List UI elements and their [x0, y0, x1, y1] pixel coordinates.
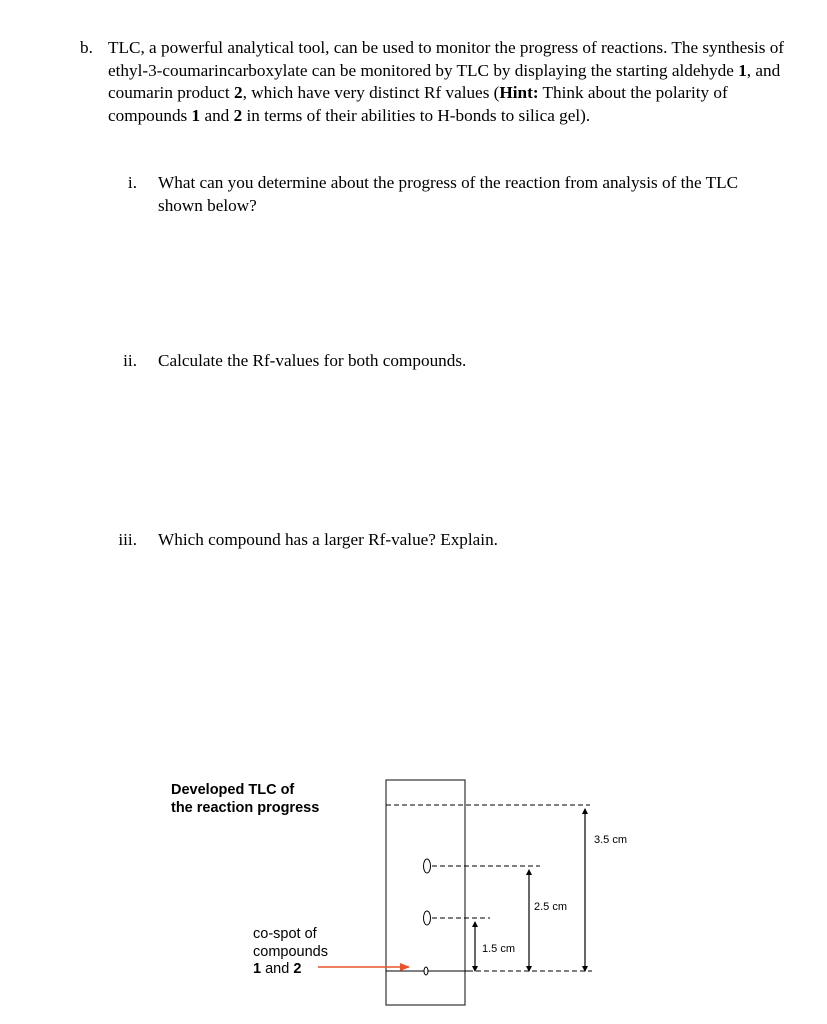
measure-label-mid: 2.5 cm — [534, 901, 568, 913]
subquestion-number: ii. — [123, 351, 137, 370]
spot-origin — [424, 967, 428, 975]
subquestion-text: What can you determine about the progress of the reaction from analysis of the TLC shown below? — [158, 173, 739, 215]
cospot-label: co-spot of compounds 1 and 2 — [253, 926, 328, 977]
question-label: b. — [80, 38, 93, 57]
measure-label-long: 3.5 cm — [594, 834, 628, 846]
subquestion-number: iii. — [118, 530, 137, 549]
question-text: TLC, a powerful analytical tool, can be used to monitor the progress of reactions. The synthesis of ethyl-3-coumarincarboxylate can be monitored by TLC by displaying the starting aldehyde 1, and coumarin product 2, which have very distinct Rf values (Hint: Think about the polarity of compounds 1 and 2 in terms of their abilities to H-bonds to silica gel). — [108, 38, 785, 125]
spot-upper — [424, 859, 431, 873]
subquestion-number: i. — [127, 173, 137, 192]
subquestion-text: Calculate the Rf-values for both compounds. — [158, 351, 467, 370]
measure-label-short: 1.5 cm — [482, 943, 516, 955]
hint-label: Hint: — [499, 83, 539, 102]
subquestion-text: Which compound has a larger Rf-value? Explain. — [158, 530, 498, 549]
figure-title: Developed TLC of the reaction progress — [171, 782, 320, 816]
spot-lower — [424, 911, 431, 925]
